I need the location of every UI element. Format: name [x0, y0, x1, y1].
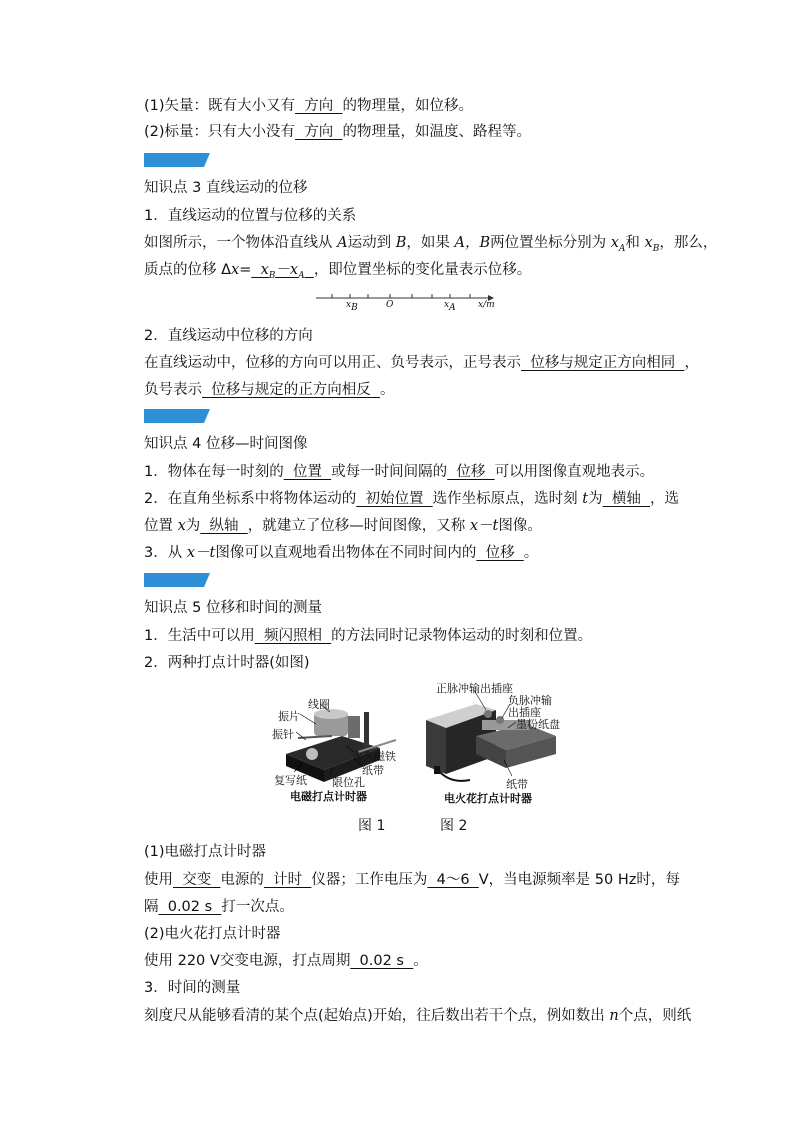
subheading: (2)电火花打点计时器: [144, 926, 281, 942]
label-limit-hole: 限位孔: [332, 776, 365, 789]
blank-answer: 4～6: [427, 872, 479, 888]
figure-caption: 电火花打点计时器: [444, 792, 532, 805]
label-positive-output-socket: 正脉冲输出插座: [436, 682, 513, 695]
blank-answer: 位移与规定正方向相同: [521, 355, 685, 371]
axis-line: [312, 288, 502, 314]
axis-unit-label: x/m: [478, 300, 495, 310]
blank-answer: 位置: [283, 464, 332, 480]
subheading: 2．直线运动中位移的方向: [144, 328, 313, 344]
paragraph: 使用 交变 电源的 计时 仪器；工作电压为 4～6 V，当电源频率是 50 Hz时，每: [144, 872, 680, 888]
blank-answer: 方向: [295, 98, 343, 114]
blank-answer: 位移: [476, 545, 524, 561]
scalar-definition: (2)标量：只有大小没有 方向 的物理量，如温度、路程等。: [144, 124, 531, 140]
section-badge: [144, 153, 210, 167]
paragraph: 隔 0.02 s 打一次点。: [144, 899, 294, 915]
section-title: 知识点 5 位移和时间的测量: [144, 600, 322, 616]
blank-answer: 纵轴: [200, 518, 248, 534]
blank-answer: 初始位置: [356, 491, 433, 507]
position-axis-figure: [312, 288, 502, 314]
paragraph: 负号表示 位移与规定的正方向相反 。: [144, 382, 395, 398]
figure-number-1: 图 1: [358, 818, 386, 834]
paragraph: 1．物体在每一时刻的 位置 或每一时间间隔的 位移 可以用图像直观地表示。: [144, 464, 655, 480]
blank-answer: 横轴: [602, 491, 651, 507]
paragraph: 3．从 x－t图像可以直观地看出物体在不同时间内的 位移 。: [144, 545, 539, 561]
label-coil: 线圈: [308, 698, 330, 711]
figure-number-2: 图 2: [440, 818, 468, 834]
subheading: 3．时间的测量: [144, 980, 241, 996]
blank-answer: 0.02 s: [350, 953, 414, 969]
subheading: 1．直线运动的位置与位移的关系: [144, 208, 357, 224]
paragraph: 1．生活中可以用 频闪照相 的方法同时记录物体运动的时刻和位置。: [144, 628, 593, 644]
paragraph: 在直线运动中，位移的方向可以用正、负号表示，正号表示 位移与规定正方向相同 ，: [144, 355, 699, 371]
blank-answer: 位移: [447, 464, 495, 480]
figure-caption: 电磁打点计时器: [290, 790, 367, 803]
label-permanent-magnet: 永久磁铁: [352, 750, 396, 763]
label-vibrating-needle: 振针: [272, 728, 294, 741]
paragraph: 刻度尺从能够看清的某个点(起始点)开始，往后数出若干个点，例如数出 n个点，则纸: [144, 1008, 692, 1024]
blank-answer: 0.02 s: [158, 899, 222, 915]
paragraph: 位置 x为 纵轴 ，就建立了位移—时间图像，又称 x－t图像。: [144, 518, 542, 534]
vector-definition: (1)矢量：既有大小又有 方向 的物理量，如位移。: [144, 98, 473, 114]
section-title: 知识点 3 直线运动的位移: [144, 180, 308, 196]
label-paper-tape: 纸带: [506, 778, 528, 791]
label-paper-tape: 纸带: [362, 764, 384, 777]
blank-answer: 计时: [263, 872, 312, 888]
blank-answer: 方向: [295, 124, 343, 140]
axis-label-xa: $x_A$: [444, 300, 456, 313]
axis-label-xb: $x_B$: [346, 300, 358, 313]
label-negative-output-socket-2: 出插座: [508, 706, 541, 719]
section-title: 知识点 4 位移—时间图像: [144, 436, 308, 452]
section-badge: [144, 409, 210, 423]
paragraph: 使用 220 V交变电源，打点周期 0.02 s 。: [144, 953, 428, 969]
subheading: (1)电磁打点计时器: [144, 844, 267, 860]
blank-answer: $x_B-x_A$: [251, 262, 305, 281]
paragraph: 质点的位移 $\Delta x= x_B-x_A$ ，即位置坐标的变化量表示位移。: [144, 262, 532, 281]
axis-origin-label: O: [386, 300, 394, 310]
label-carbon-paper: 复写纸: [274, 774, 307, 787]
blank-answer: 频闪照相: [254, 628, 332, 644]
figure-spark-timer: [416, 680, 566, 804]
section-badge: [144, 573, 210, 587]
paragraph: 2．在直角坐标系中将物体运动的 初始位置 选作坐标原点，选时刻 t为 横轴 ，选: [144, 491, 680, 507]
blank-answer: 交变: [173, 872, 221, 888]
blank-answer: 位移与规定的正方向相反: [202, 382, 380, 398]
subheading: 2．两种打点计时器(如图): [144, 655, 310, 671]
label-vibrating-plate: 振片: [278, 710, 300, 723]
figure-electromagnetic-timer: [272, 692, 402, 802]
label-ink-disc: 墨粉纸盘: [516, 718, 560, 731]
paragraph: 如图所示，一个物体沿直线从 A运动到 B，如果 A，B两位置坐标分别为 $x_A$和 $x_B$，那么，: [144, 235, 718, 254]
label-negative-output-socket: 负脉冲输: [508, 694, 552, 707]
